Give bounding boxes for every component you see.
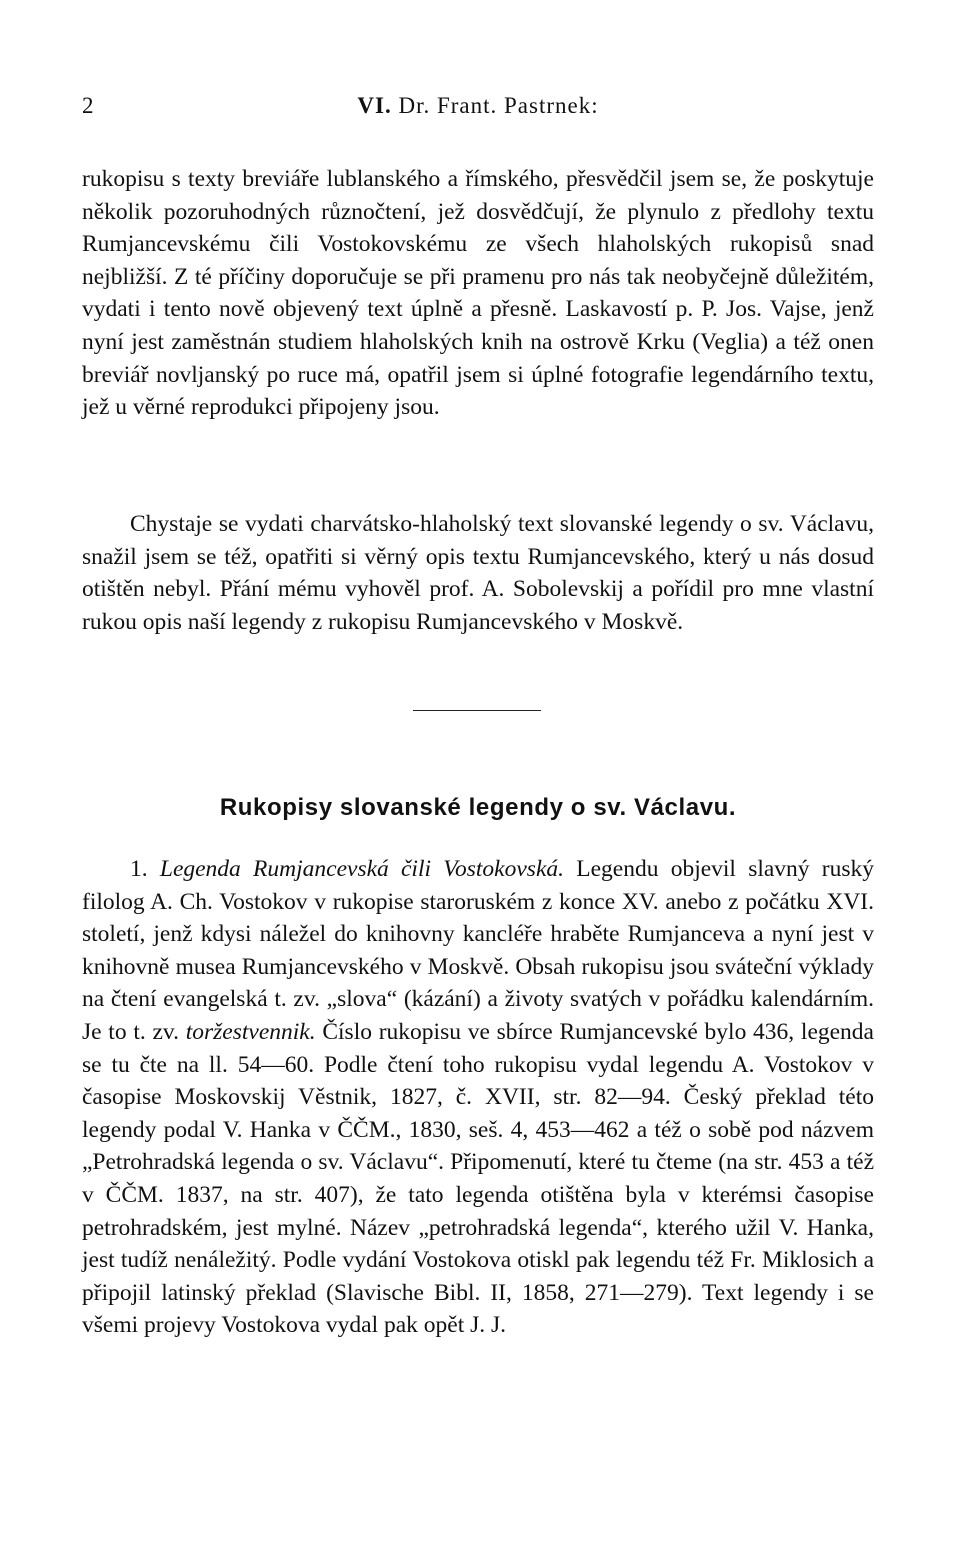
section-divider — [413, 710, 541, 711]
page-number: 2 — [82, 93, 94, 118]
chapter-roman: VI. — [357, 93, 392, 118]
paragraph-continuation — [82, 163, 874, 424]
item-title: Legenda Rumjancevská čili Vostokovská. — [159, 856, 564, 882]
paragraph-transcript — [82, 508, 874, 638]
item-text-a: Legendu objevil slavný ruský filolog A. Ch. Vostokov v rukopise staroruském z konce XV. anebo z počátku XVI. století, jenž kdysi náležel do knihovny kancléře hraběte Rumjanceva a nyní jest v knihovně musea Rumjancevského v Moskvě. Obsah rukopisu jsou sváteční výklady na čtení evangelská t. zv. „slova“ (kázání) a životy svatých v pořádku kalendárním. Je to t. zv. — [82, 856, 875, 1045]
author-name: Dr. Frant. Pastrnek: — [398, 93, 599, 118]
paragraph-legend-1 — [82, 853, 874, 1342]
item-text-b: Číslo rukopisu ve sbírce Rumjancevské bylo 436, legenda se tu čte na ll. 54—60. Podle čtení toho rukopisu vydal legendu A. Vostokov v časopise Moskovskij Věstnik, 1827, č. XVII, str. 82—94. Český překlad této legendy podal V. Hanka v ČČM., 1830, seš. 4, 453—462 a též o sobě pod názvem „Petrohradská legenda o sv. Václavu“. Připomenutí, které tu čteme (na str. 453 a též v ČČM. 1837, na str. 407), že tato legenda otištěna byla v kterémsi časopise petrohradském, jest mylné. Název „petrohradská legenda“, kterého užil V. Hanka, jest tudíž nenáležitý. Podle vydání Vostokova otiskl pak legendu též Fr. Miklosich a připojil latinský překlad (Slavische Bibl. II, 1858, 271—279). Text legendy i se všemi projevy Vostokova vydal pak opět J. J. — [82, 1018, 874, 1339]
paragraph-text — [82, 853, 874, 1342]
item-term: toržestvennik. — [185, 1018, 316, 1045]
section-heading: Rukopisy slovanské legendy o sv. Václavu. — [219, 794, 737, 821]
paragraph-text: Chystaje se vydati charvátsko-hlaholský text slovanské legendy o sv. Václavu, snažil jsem se též, opatřiti si věrný opis textu Rumjancevského, který u nás dosud otištěn nebyl. Přání mému vyhověl prof. A. Sobolevskij a pořídil pro mne vlastní rukou opis naší legendy z rukopisu Rumjancevského v Moskvě. — [82, 511, 874, 635]
running-head — [82, 93, 874, 123]
running-title — [82, 93, 874, 119]
item-number: 1. — [130, 856, 148, 882]
paragraph-text: rukopisu s texty breviáře lublanského a římského, přesvědčil jsem se, že poskytuje několik pozoruhodných různočtení, jež dosvědčují, že plynulo z předlohy textu Rumjancevskému čili Vostokovskému ze všech hlaholských rukopisů snad nejbližší. Z té příčiny doporučuje se při pramenu pro nás tak neobyčejně důležitém, vydati i tento nově objevený text úplně a přesně. Laskavostí p. P. Jos. Vajse, jenž nyní jest zaměstnán studiem hlaholských knih na ostrově Krku (Veglia) a též onen breviář novljanský po ruce má, opatřil jsem si úplné fotografie legendárního textu, jež u věrné reprodukci připojeny jsou. — [82, 166, 874, 421]
